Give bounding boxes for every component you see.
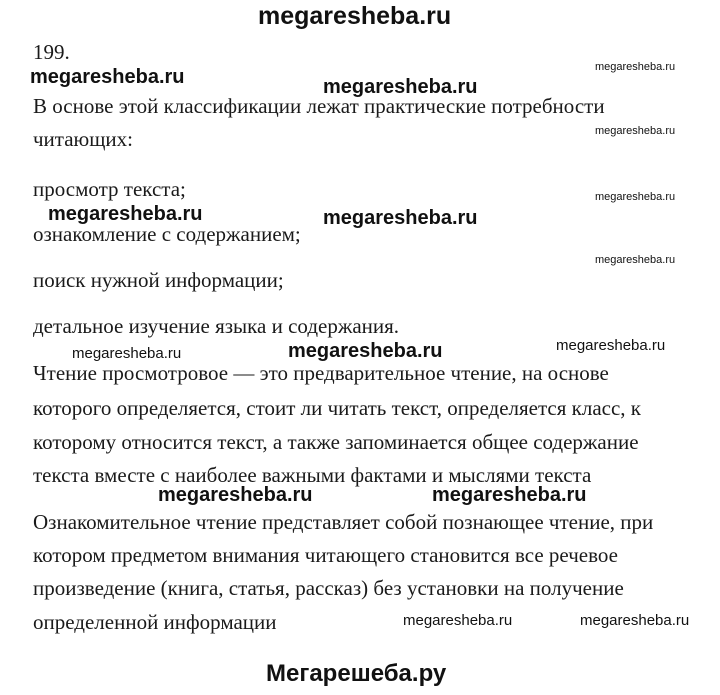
watermark: megaresheba.ru: [288, 340, 443, 362]
watermark: megaresheba.ru: [158, 484, 313, 506]
text-line: детальное изучение языка и содержания.: [33, 314, 400, 338]
text-line: поиск нужной информации;: [33, 268, 284, 292]
text-line: текста вместе с наиболее важными фактами и мыслями текста: [33, 463, 592, 487]
watermark: megaresheba.ru: [323, 76, 478, 98]
watermark: megaresheba.ru: [72, 345, 182, 362]
text-line: В основе этой классификации лежат практические потребности: [33, 94, 605, 118]
watermark: megaresheba.ru: [403, 612, 513, 629]
watermark: megaresheba.ru: [323, 207, 478, 229]
text-line: Ознакомительное чтение представляет собой познающее чтение, при: [33, 510, 654, 534]
site-header: megaresheba.ru: [258, 2, 452, 30]
text-line: Чтение просмотровое — это предварительное чтение, на основе: [33, 361, 609, 385]
text-line: читающих:: [33, 127, 133, 151]
text-line: которого определяется, стоит ли читать текст, определяется класс, к: [33, 396, 641, 420]
site-footer: Мегарешеба.ру: [266, 660, 447, 687]
text-line: которому относится текст, а также запоминается общее содержание: [33, 430, 639, 454]
watermark: megaresheba.ru: [595, 125, 676, 137]
watermark: megaresheba.ru: [48, 203, 203, 225]
text-line: просмотр текста;: [33, 177, 186, 201]
watermark: megaresheba.ru: [30, 66, 185, 88]
text-line: произведение (книга, статья, рассказ) без установки на получение: [33, 576, 624, 600]
text-line: ознакомление с содержанием;: [33, 222, 301, 246]
watermark: megaresheba.ru: [556, 337, 666, 354]
text-line: котором предметом внимания читающего становится все речевое: [33, 543, 618, 567]
watermark: megaresheba.ru: [595, 61, 676, 73]
watermark: megaresheba.ru: [595, 254, 676, 266]
watermark: megaresheba.ru: [595, 191, 676, 203]
task-number: 199.: [33, 40, 70, 64]
watermark: megaresheba.ru: [432, 484, 587, 506]
text-line: определенной информации: [33, 610, 277, 634]
watermark: megaresheba.ru: [580, 612, 690, 629]
